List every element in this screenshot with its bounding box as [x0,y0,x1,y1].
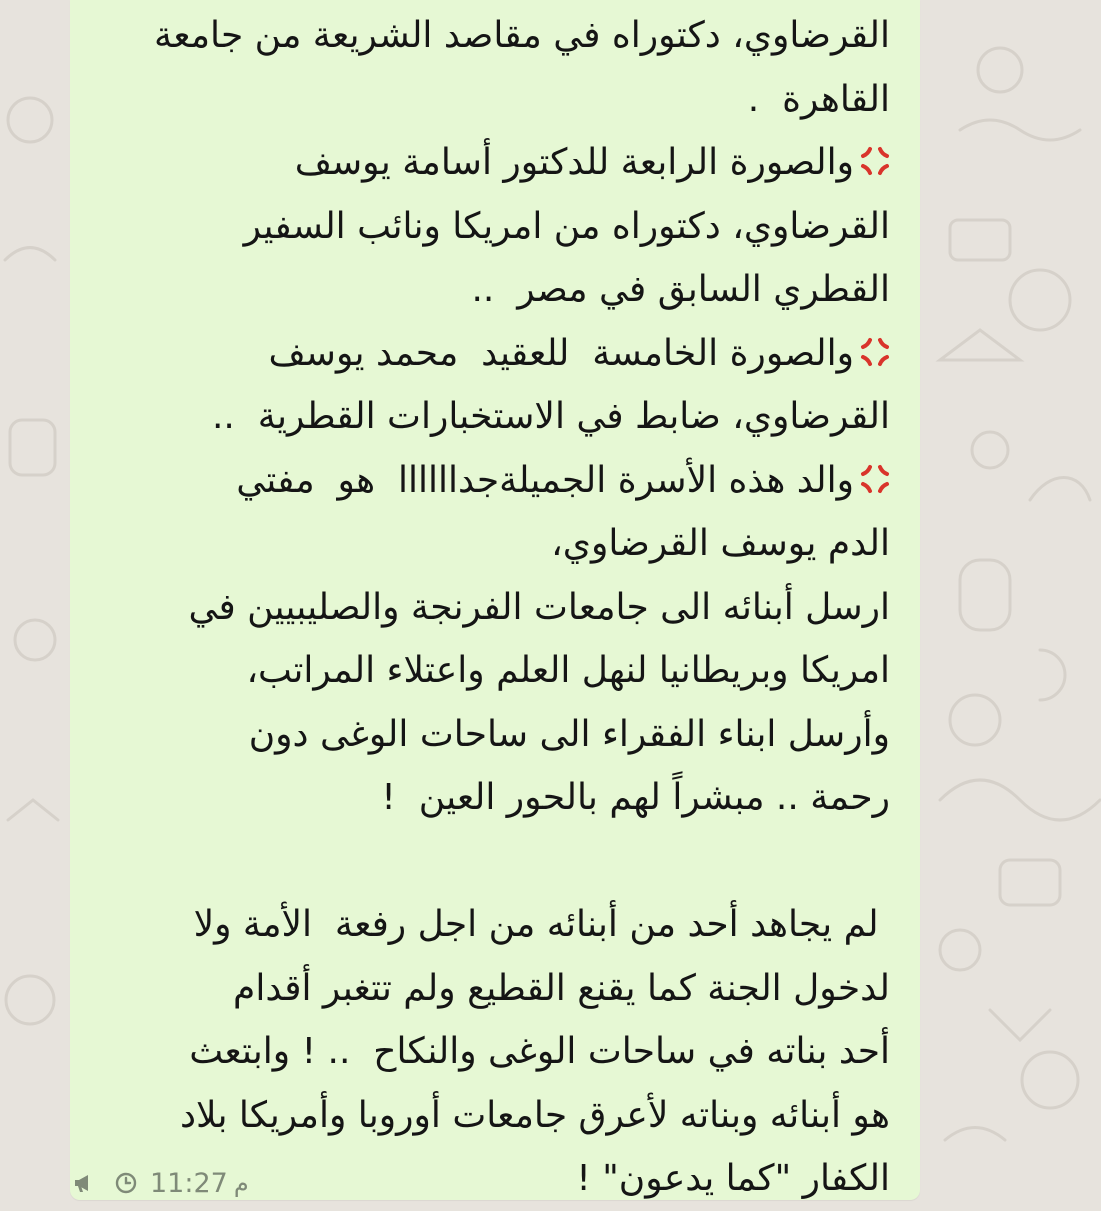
megaphone-icon [72,1171,96,1195]
message-line-text: والصورة الرابعة للدكتور أسامة يوسف [294,142,854,183]
message-ampm: م [233,1169,249,1197]
message-line: لدخول الجنة كما يقنع القطيع ولم تتغبر أقدام [233,967,890,1009]
anger-symbol-icon [860,146,890,176]
message-line: لم يجاهد أحد من أبنائه من اجل رفعة الأمة ولا [193,904,890,945]
message-line: القطري السابق في مصر .. [471,269,890,310]
message-line: هو أبنائه وبناته لأعرق جامعات أوروبا وأمريكا بلاد [179,1094,890,1136]
message-line: القاهرة . [747,78,890,120]
message-line: القرضاوي، دكتوراه في مقاصد الشريعة من جامعة [154,15,890,56]
message-line-text: والصورة الخامسة للعقيد محمد يوسف [268,332,854,374]
message-line: القرضاوي، دكتوراه من امريكا ونائب السفير [243,205,890,247]
message-line: القرضاوي، ضابط في الاستخبارات القطرية .. [211,396,890,437]
message-line [90,449,890,513]
message-time: 11:27 [150,1167,228,1199]
clock-pending-icon [114,1171,138,1195]
message-line: الكفار "كما يدعون" ! [576,1158,890,1199]
anger-symbol-icon [860,337,890,367]
message-line [90,830,890,894]
message-line: وأرسل ابناء الفقراء الى ساحات الوغى دون [248,713,890,755]
message-line: ارسل أبنائه الى جامعات الفرنجة والصليبيين في [188,586,890,628]
message-line: رحمة .. مبشراً لهم بالحور العين ! [381,777,890,818]
anger-symbol-icon [860,464,890,494]
message-line [90,131,890,195]
message-text [90,4,890,1211]
message-bubble[interactable] [70,0,920,1200]
message-line [90,322,890,386]
message-meta [72,1163,249,1203]
message-line-text: والد هذه الأسرة الجميلةجداااااا هو مفتي [236,459,854,501]
message-line: أحد بناته في ساحات الوغى والنكاح .. ! وابتعث [189,1031,890,1072]
message-line: الدم يوسف القرضاوي، [551,523,890,564]
message-line: امريكا وبريطانيا لنهل العلم واعتلاء المراتب، [246,650,890,691]
